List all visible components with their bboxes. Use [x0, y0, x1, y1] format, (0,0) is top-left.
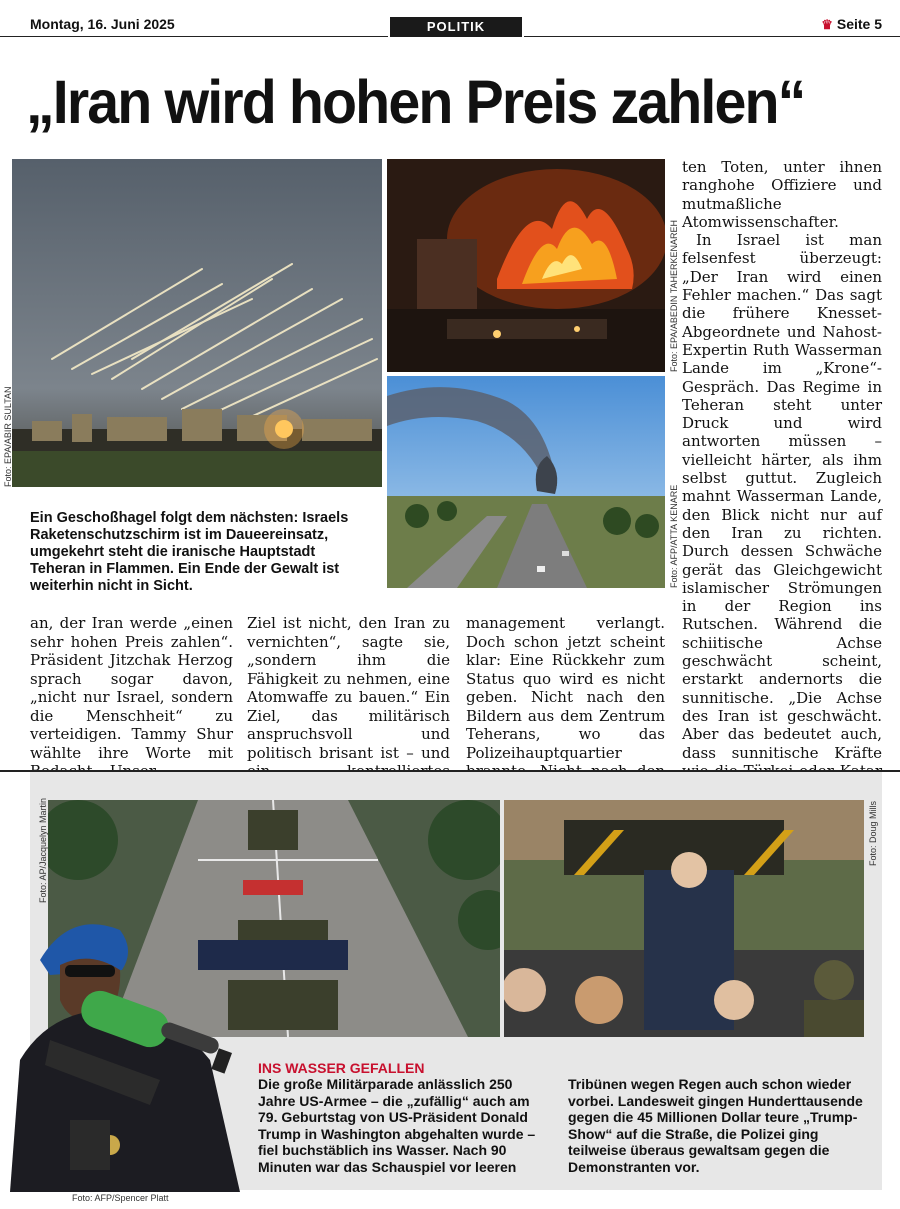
photo-credit-rockets: Foto: EPA/ABIR SULTAN [3, 386, 13, 487]
article-text-col4-p1: ten Toten, unter ihnen ranghohe Offiziere und mutmaßliche Atomwissenschafter. [682, 158, 882, 231]
photo-credit-fire: Foto: EPA/ABEDIN TAHERKENAREH [669, 219, 679, 372]
article-column-1 [30, 614, 233, 781]
photo-rocket-barrage [12, 159, 382, 487]
headline: „Iran wird hohen Preis zahlen“ [26, 68, 805, 136]
parade-kicker: INS WASSER GEFALLEN [258, 1060, 425, 1076]
parade-text-left-body: Die große Militärparade anlässlich 250 Jahre US-Armee – die „zufällig“ auch am 79. Geburtstag von US-Präsident Donald Trump in Washington abgehalten wurde – fiel buchstäblich ins Wasser. Nach 90 Minuten war das Schauspiel vor leeren [258, 1076, 536, 1175]
section-label: POLITIK [390, 17, 522, 37]
article-text-col2: Ziel ist nicht, den Iran zu vernichten“, sagte sie, „sondern ihm die Fähigkeit zu nehmen, eine Atomwaffe zu bauen.“ Ein Ziel, das militärisch anspruchsvoll und politisch brisant ist – und [247, 614, 450, 762]
page-number [821, 16, 882, 33]
page-number-label: Seite 5 [836, 16, 882, 32]
photo-police-officer [10, 910, 250, 1192]
article-text-col4-p2: In Israel ist man felsenfest überzeugt: „Der Iran wird einen Fehler machen.“ Das sagt die frühere Knesset-Abgeordnete und Nahost-Expertin Ruth Wasserman Lande im „Krone“-Gespräch. Das Regime in Teheran steht unter Druck und wird antworten müssen – vielleicht härter, als ihm selbst guttut. Zugleich mahnt Wasserman Lande, den Blick nicht nur auf den Iran zu richten. Durch dessen Schwäche gerät das Gleichgewicht islamischer Strömungen in der Region ins Rutschen. Während die schiitische Achse geschwächt scheint, erstarkt andernorts die sunnitische. „Die Achse des Iran ist geschwächt. Aber das bedeutet auch, dass sunnitische Kräfte [682, 231, 882, 762]
photo-credit-smoke: Foto: AFP/ATTA KENARE [669, 484, 679, 588]
issue-date: Montag, 16. Juni 2025 [30, 16, 175, 32]
photo-credit-police: Foto: AFP/Spencer Platt [72, 1193, 169, 1203]
parade-text-right: Tribünen wegen Regen auch schon wieder vorbei. Landesweit gingen Hunderttausende gegen die 45 Millionen Dollar teure „Trump-Show“ auf die Straße, die Polizei ging teilweise überaus gewaltsam gegen die Demonstranten vor. [568, 1076, 863, 1175]
photo-tehran-fire [387, 159, 665, 372]
header-rule-left [0, 36, 388, 37]
article-text-col3: management verlangt. Doch schon jetzt scheint klar: Eine Rückkehr zum Status quo wird es nicht geben. Nicht nach den Bildern aus dem Zentrum Teherans, wo das Polizeihauptquartier [466, 614, 665, 762]
photo-trump-salute [504, 800, 864, 1037]
photo-credit-trump: Foto: Doug Mills [868, 800, 878, 866]
crown-icon: ♛ [821, 17, 833, 32]
photo-smoke-highway [387, 376, 665, 588]
header-rule-right [524, 36, 900, 37]
photo-credit-parade: Foto: AP/Jacquelyn Martin [38, 797, 48, 903]
article-text-col1: an, der Iran werde „einen sehr hohen Preis zahlen“. Präsident Jitzchak Herzog sprach sogar davon, „nicht nur Israel, sondern die Menschheit“ zu verteidigen. Tammy Shur wählte ihre Worte mit [30, 614, 233, 762]
photo-caption: Ein Geschoßhagel folgt dem nächsten: Israels Raketenschutzschirm ist im Daueereinsatz, umgekehrt steht die iranische Hauptstadt Teheran in Flammen. Ein Ende der Gewalt ist weiterhin nicht in Sicht. [30, 510, 349, 594]
parade-text-left [258, 1060, 550, 1175]
